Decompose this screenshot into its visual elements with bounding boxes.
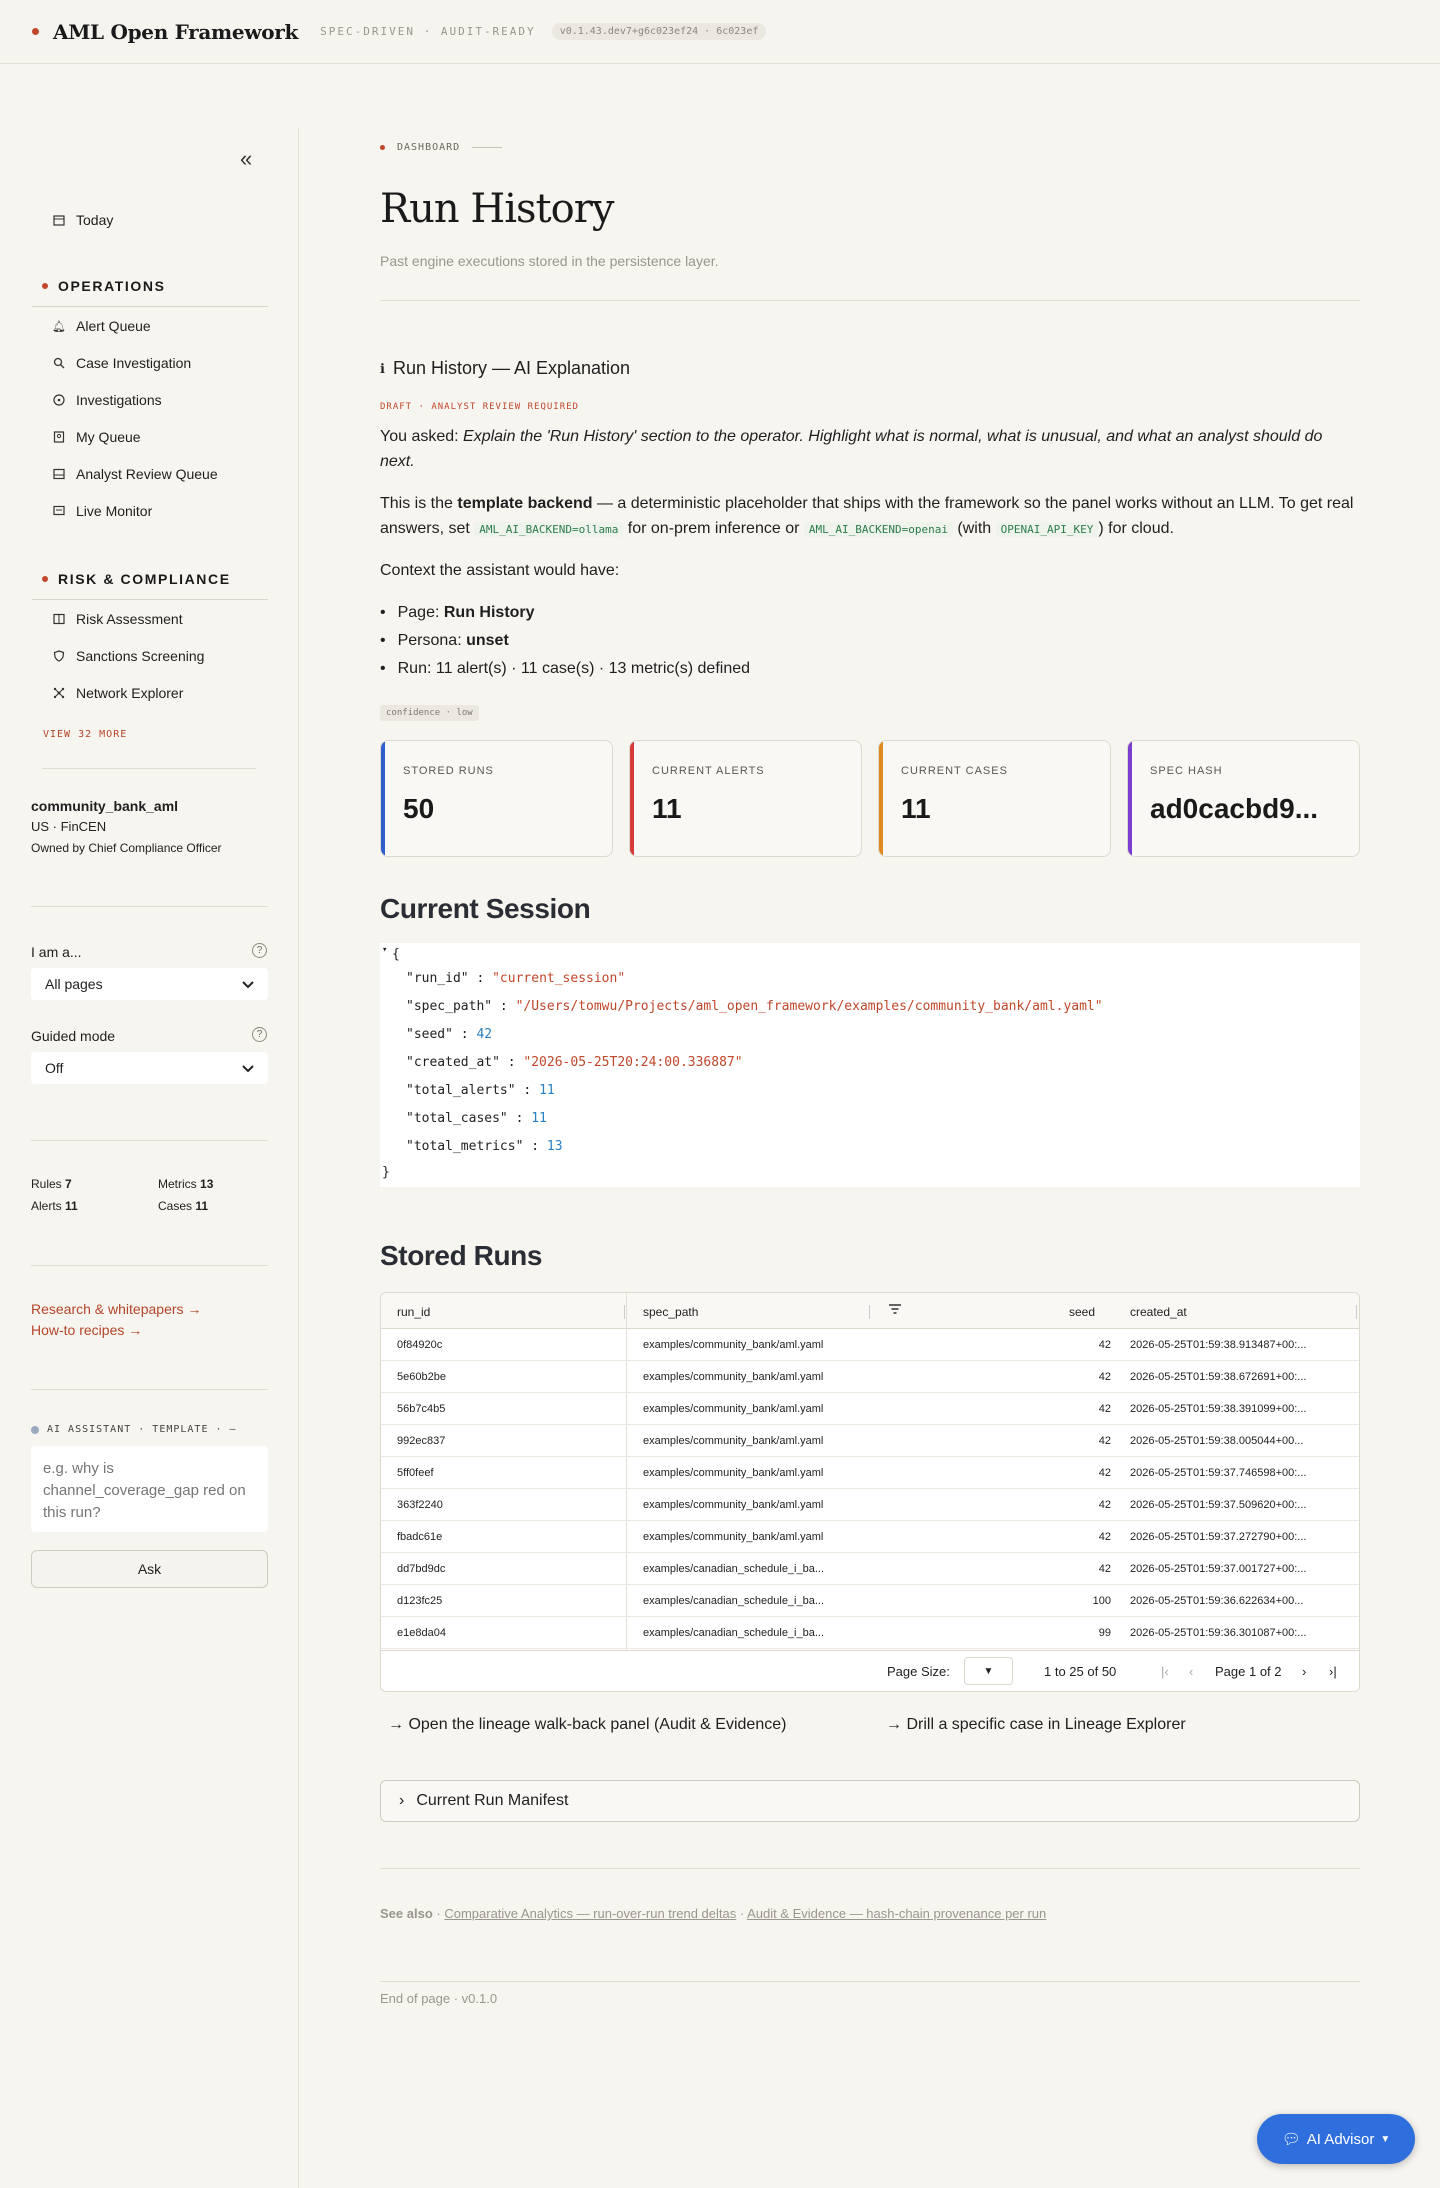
cell-seed: 42 [1098, 1499, 1111, 1511]
table-row[interactable] [381, 1617, 1360, 1649]
column-resize-handle[interactable] [869, 1305, 870, 1319]
cell-created-at: 2026-05-25T01:59:36.622634+00... [1130, 1595, 1304, 1607]
json-row: "total_alerts" : 11 [406, 1083, 555, 1098]
column-header-run-id[interactable]: run_id [397, 1305, 431, 1319]
sidebar-item-label: Sanctions Screening [76, 648, 205, 664]
stat-rules: Rules 7 [31, 1177, 72, 1191]
cell-seed: 42 [1098, 1531, 1111, 1543]
compass-icon [52, 393, 66, 407]
crumb-dot-icon [380, 145, 385, 150]
last-page-icon[interactable]: ›| [1329, 1664, 1337, 1679]
cell-run-id: 992ec837 [397, 1435, 446, 1447]
section-dot-icon [42, 576, 48, 582]
view-more-link[interactable]: VIEW 32 MORE [43, 729, 128, 740]
see-also: See also · Comparative Analytics — run-over-run trend deltas · Audit & Evidence — hash-chain provenance per run [380, 1906, 1047, 1921]
json-brace: { [392, 947, 400, 962]
backend-paragraph: This is the template backend — a deterministic placeholder that ships with the framework so the panel works without an LLM. To get real answers, set AML_AI_BACKEND=ollama for on-prem inference or AML_AI_BACKEND=openai (with OPENAI_API_KEY ) for cloud. [380, 495, 1354, 537]
cell-run-id: fbadc61e [397, 1531, 443, 1543]
page-indicator: Page 1 of 2 [1215, 1664, 1282, 1679]
cell-run-id: 0f84920c [397, 1339, 443, 1351]
divider [380, 1868, 1360, 1869]
json-row: "created_at" : "2026-05-25T20:24:00.336887" [406, 1055, 743, 1070]
cell-spec-path: examples/community_bank/aml.yaml [643, 1531, 824, 1543]
cell-created-at: 2026-05-25T01:59:37.746598+00:... [1130, 1467, 1307, 1479]
table-row[interactable] [381, 1329, 1360, 1361]
chevron-down-icon: ▼ [1380, 2133, 1391, 2145]
sidebar-item-analyst-review-queue[interactable] [52, 466, 218, 482]
column-header-created-at[interactable]: created_at [1130, 1305, 1187, 1319]
cell-spec-path: examples/community_bank/aml.yaml [643, 1339, 824, 1351]
shield-icon [52, 649, 66, 663]
table-row[interactable] [381, 1521, 1360, 1553]
lineage-walkback-link[interactable]: → Open the lineage walk-back panel (Audit & Evidence) [388, 1716, 787, 1733]
metric-card-current-alerts: CURRENT ALERTS 11 [629, 740, 862, 857]
collapse-json-icon[interactable]: ▾ [382, 945, 388, 955]
sidebar-item-alert-queue[interactable] [52, 318, 151, 334]
divider [380, 300, 1360, 301]
cell-created-at: 2026-05-25T01:59:38.391099+00:... [1130, 1403, 1307, 1415]
json-brace: } [382, 1165, 390, 1180]
column-header-spec-path[interactable]: spec_path [643, 1305, 699, 1319]
section-risk-compliance [42, 571, 231, 587]
stored-runs-table [380, 1292, 1360, 1692]
list-item: • Persona: unset [380, 627, 750, 655]
cell-created-at: 2026-05-25T01:59:38.672691+00:... [1130, 1371, 1307, 1383]
confidence-badge: confidence · low [380, 705, 479, 721]
sidebar-item-label: Case Investigation [76, 355, 192, 371]
collapse-sidebar-icon[interactable]: « [240, 146, 253, 171]
context-intro: Context the assistant would have: [380, 562, 620, 579]
user-badge-icon [52, 430, 66, 444]
sidebar-item-label: Today [76, 212, 114, 228]
cell-spec-path: examples/community_bank/aml.yaml [643, 1371, 824, 1383]
cell-seed: 42 [1098, 1371, 1111, 1383]
context-list [380, 599, 750, 683]
persona-select[interactable] [31, 968, 268, 1000]
tenant-owner: Owned by Chief Compliance Officer [31, 841, 222, 855]
section-operations [42, 278, 166, 294]
first-page-icon[interactable]: |‹ [1161, 1664, 1169, 1679]
table-row[interactable] [381, 1361, 1360, 1393]
ai-advisor-button[interactable]: 💬︎ AI Advisor ▼ [1257, 2114, 1415, 2164]
column-resize-handle[interactable] [624, 1305, 625, 1319]
divider [31, 906, 268, 907]
chevron-right-icon: › [399, 1792, 405, 1809]
ai-assistant-label: AI ASSISTANT · TEMPLATE · — [31, 1424, 237, 1435]
cell-spec-path: examples/canadian_schedule_i_ba... [643, 1563, 825, 1575]
sidebar [0, 128, 299, 2188]
cell-spec-path: examples/canadian_schedule_i_ba... [643, 1595, 825, 1607]
calendar-icon [52, 213, 66, 227]
cell-run-id: dd7bd9dc [397, 1563, 446, 1575]
section-dot-icon [42, 283, 48, 289]
cell-spec-path: examples/community_bank/aml.yaml [643, 1435, 824, 1447]
breadcrumb: DASHBOARD [380, 142, 502, 153]
next-page-icon[interactable]: › [1302, 1664, 1307, 1679]
brand-title[interactable]: AML Open Framework [53, 19, 299, 44]
recipes-link[interactable]: How-to recipes → [31, 1322, 143, 1338]
stat-alerts: Alerts 11 [31, 1199, 78, 1213]
json-row: "total_cases" : 11 [406, 1111, 547, 1126]
drill-case-link[interactable]: → Drill a specific case in Lineage Explorer [886, 1716, 1186, 1733]
sidebar-item-case-investigation[interactable] [52, 355, 191, 371]
monitor-icon [52, 504, 66, 518]
cell-seed: 42 [1098, 1467, 1111, 1479]
table-row[interactable] [381, 1489, 1360, 1521]
sidebar-item-risk-assessment[interactable] [52, 611, 183, 627]
json-row: "total_metrics" : 13 [406, 1139, 563, 1154]
sidebar-item-my-queue[interactable] [52, 429, 141, 445]
inbox-icon [52, 467, 66, 481]
cell-spec-path: examples/canadian_schedule_i_ba... [643, 1627, 825, 1639]
cell-spec-path: examples/community_bank/aml.yaml [643, 1467, 824, 1479]
persona-select-value: All pages [45, 976, 103, 992]
cell-seed: 99 [1098, 1627, 1111, 1639]
json-row: "seed" : 42 [406, 1027, 493, 1042]
info-icon: ℹ [380, 360, 385, 376]
table-header [381, 1293, 1360, 1329]
sidebar-item-network-explorer[interactable] [52, 685, 183, 701]
page-size-label: Page Size: [887, 1664, 950, 1679]
divider [32, 306, 268, 307]
sidebar-item-sanctions-screening[interactable] [52, 648, 204, 664]
divider [31, 1140, 268, 1141]
sidebar-item-live-monitor[interactable] [52, 503, 152, 519]
stored-runs-title: Stored Runs [380, 1240, 543, 1271]
cell-seed: 42 [1098, 1563, 1111, 1575]
sidebar-item-today[interactable] [52, 212, 113, 228]
cell-seed: 100 [1092, 1595, 1111, 1607]
cell-seed: 42 [1098, 1403, 1111, 1415]
cell-seed: 42 [1098, 1339, 1111, 1351]
chevron-down-icon [242, 976, 254, 992]
ask-button[interactable]: Ask [31, 1550, 268, 1588]
persona-label: I am a... [31, 944, 82, 960]
sidebar-item-label: Live Monitor [76, 503, 153, 519]
page-footer: End of page · v0.1.0 [380, 1991, 498, 2006]
cell-spec-path: examples/community_bank/aml.yaml [643, 1499, 824, 1511]
assistant-question-input[interactable] [31, 1446, 268, 1532]
draft-badge: DRAFT · ANALYST REVIEW REQUIRED [380, 402, 579, 412]
prev-page-icon[interactable]: ‹ [1189, 1664, 1194, 1679]
guided-mode-select-value: Off [45, 1060, 64, 1076]
run-manifest-expander[interactable]: › Current Run Manifest [380, 1780, 1360, 1822]
chat-icon: 💬︎ [1281, 2131, 1301, 2148]
guided-mode-select[interactable] [31, 1052, 268, 1084]
page-subtitle: Past engine executions stored in the persistence layer. [380, 253, 719, 269]
cell-created-at: 2026-05-25T01:59:36.301087+00:... [1130, 1627, 1307, 1639]
cell-seed: 42 [1098, 1435, 1111, 1447]
row-range: 1 to 25 of 50 [1044, 1664, 1117, 1679]
column-header-seed[interactable]: seed [1069, 1305, 1096, 1319]
sidebar-item-label: Alert Queue [76, 318, 151, 334]
metric-card-spec-hash: SPEC HASH ad0cacbd9... [1127, 740, 1360, 857]
page-title: Run History [380, 186, 614, 232]
table-row[interactable] [381, 1585, 1360, 1617]
list-item: • Run: 11 alert(s) · 11 case(s) · 13 metric(s) defined [380, 655, 750, 683]
metric-card-stored-runs: STORED RUNS 50 [380, 740, 613, 857]
list-item: • Page: Run History [380, 599, 750, 627]
divider [31, 1265, 268, 1266]
cell-run-id: d123fc25 [397, 1595, 443, 1607]
cell-run-id: 5ff0feef [397, 1467, 434, 1479]
cell-created-at: 2026-05-25T01:59:38.005044+00... [1130, 1435, 1304, 1447]
filter-icon[interactable] [888, 1303, 902, 1318]
top-bar [0, 0, 1440, 64]
table-row[interactable] [381, 1425, 1360, 1457]
version-badge: v0.1.43.dev7+g6c023ef24 · 6c023ef [552, 23, 767, 40]
column-resize-handle[interactable] [1356, 1305, 1357, 1319]
tenant-region: US · FinCEN [31, 819, 107, 834]
cell-run-id: e1e8da04 [397, 1627, 446, 1639]
cell-created-at: 2026-05-25T01:59:37.001727+00:... [1130, 1563, 1307, 1575]
stat-cases: Cases 11 [158, 1199, 209, 1213]
cell-run-id: 56b7c4b5 [397, 1403, 446, 1415]
chevron-down-icon [242, 1060, 254, 1076]
guided-mode-label: Guided mode [31, 1028, 116, 1044]
cell-run-id: 5e60b2be [397, 1371, 446, 1383]
section-title: OPERATIONS [58, 278, 166, 294]
tenant-name: community_bank_aml [31, 798, 179, 814]
status-dot-icon [31, 1426, 39, 1434]
metric-card-current-cases: CURRENT CASES 11 [878, 740, 1111, 857]
sidebar-item-investigations[interactable] [52, 392, 162, 408]
bell-icon: 🔔︎ [52, 320, 66, 333]
cell-run-id: 363f2240 [397, 1499, 443, 1511]
page-size-select[interactable]: ▼ [964, 1657, 1013, 1685]
comparative-analytics-link[interactable]: Comparative Analytics — run-over-run trend deltas [444, 1906, 737, 1921]
table-row[interactable] [381, 1393, 1360, 1425]
current-session-title: Current Session [380, 893, 591, 924]
sidebar-item-label: Network Explorer [76, 685, 184, 701]
network-icon [52, 686, 66, 700]
search-icon [52, 356, 66, 370]
json-row: "run_id" : "current_session" [406, 971, 626, 986]
asked-paragraph: You asked: Explain the 'Run History' section to the operator. Highlight what is normal, what is unusual, and what an analyst should do next. [380, 428, 1323, 470]
research-link[interactable]: Research & whitepapers → [31, 1301, 202, 1317]
sidebar-item-label: Risk Assessment [76, 611, 183, 627]
divider [42, 768, 256, 769]
cell-spec-path: examples/community_bank/aml.yaml [643, 1403, 824, 1415]
help-icon[interactable]: ? [252, 943, 267, 958]
divider [32, 599, 268, 600]
table-row[interactable] [381, 1553, 1360, 1585]
audit-evidence-link[interactable]: Audit & Evidence — hash-chain provenance per run [747, 1906, 1047, 1921]
sidebar-item-label: Investigations [76, 392, 162, 408]
sidebar-item-label: My Queue [76, 429, 141, 445]
book-icon [52, 612, 66, 626]
help-icon[interactable]: ? [252, 1027, 267, 1042]
cell-created-at: 2026-05-25T01:59:38.913487+00:... [1130, 1339, 1307, 1351]
cell-created-at: 2026-05-25T01:59:37.272790+00:... [1130, 1531, 1307, 1543]
divider [31, 1389, 268, 1390]
session-json-viewer [380, 943, 1360, 1187]
table-row[interactable] [381, 1457, 1360, 1489]
brand-dot-icon [32, 28, 39, 35]
json-row: "spec_path" : "/Users/tomwu/Projects/aml_open_framework/examples/community_bank/aml.yaml" [406, 999, 1103, 1014]
cell-created-at: 2026-05-25T01:59:37.509620+00:... [1130, 1499, 1307, 1511]
brand-tagline: SPEC-DRIVEN · AUDIT-READY [320, 25, 536, 38]
pagination-bar [381, 1650, 1360, 1692]
ai-explanation-heading: ℹ Run History — AI Explanation [380, 358, 631, 378]
stat-metrics: Metrics 13 [158, 1177, 214, 1191]
section-title: RISK & COMPLIANCE [58, 571, 231, 587]
sidebar-item-label: Analyst Review Queue [76, 466, 218, 482]
divider [380, 1981, 1360, 1982]
